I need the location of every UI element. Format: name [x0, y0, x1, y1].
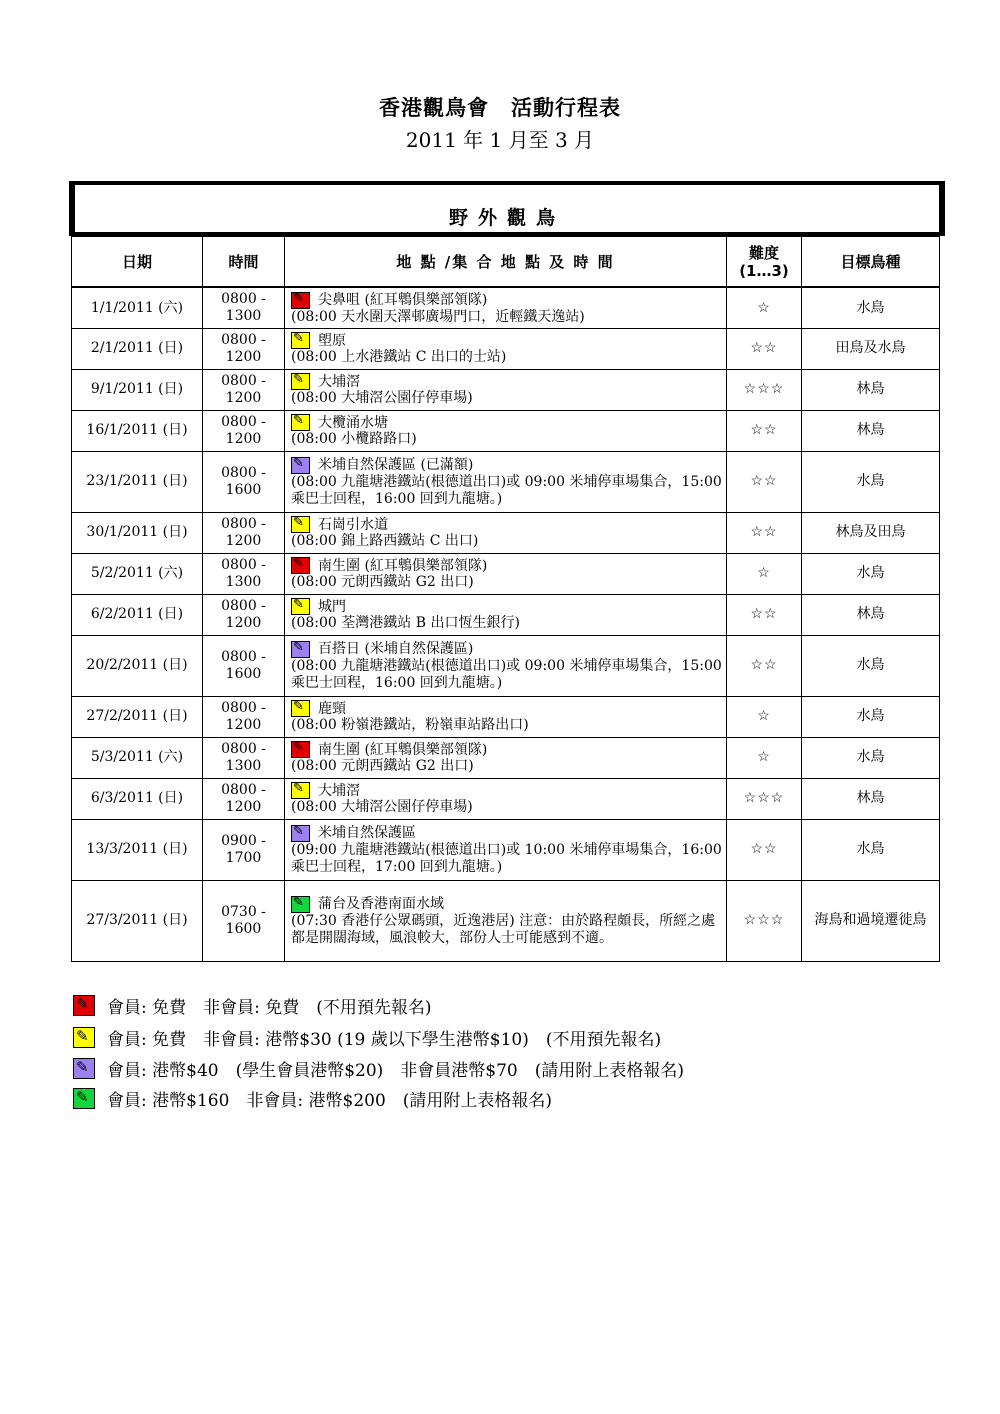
row-difficulty-stars: ☆☆ — [727, 635, 802, 696]
row-time-end: 1200 — [225, 389, 262, 406]
header-target: 目標鳥種 — [802, 236, 940, 287]
row-time-end: 1200 — [225, 614, 262, 631]
row-time — [203, 696, 285, 737]
row-meeting-detail: (08:00 上水港鐵站 C 出口的士站) — [291, 349, 507, 366]
row-date: 16/1/2011 (日) — [72, 410, 203, 451]
table-row — [72, 553, 940, 594]
row-date: 23/1/2011 (日) — [72, 451, 203, 512]
row-target-birds: 林鳥 — [802, 410, 940, 451]
row-difficulty-stars: ☆☆ — [727, 594, 802, 635]
table-row — [72, 451, 940, 512]
legend-text: 會員: 港幣$160 非會員: 港幣$200 (請用附上表格報名) — [107, 1091, 553, 1111]
table-row — [72, 594, 940, 635]
row-meeting-detail: (07:30 香港仔公眾碼頭，近逸港居) 注意：由於路程頗長，所經之處都是開闊海域，風浪較大，部份人士可能感到不適。 — [291, 913, 716, 946]
row-place — [285, 287, 727, 328]
fee-badge-icon — [291, 896, 310, 913]
table-row — [72, 737, 940, 778]
row-time — [203, 512, 285, 553]
row-time — [203, 635, 285, 696]
table-row — [72, 778, 940, 819]
row-time-start: 0800 - — [221, 465, 266, 481]
row-place-label: 大欖涌水塘 — [318, 414, 388, 431]
row-place-name — [291, 373, 722, 390]
row-place-name — [291, 825, 722, 842]
header-difficulty — [727, 236, 802, 287]
row-target-birds: 海鳥和過境遷徙鳥 — [802, 880, 940, 961]
header-date: 日期 — [72, 236, 203, 287]
row-target-birds: 水鳥 — [802, 696, 940, 737]
row-difficulty-stars: ☆☆ — [727, 512, 802, 553]
row-date: 6/2/2011 (日) — [72, 594, 203, 635]
row-place — [285, 410, 727, 451]
row-place-label: 鹿頸 — [318, 700, 346, 717]
banner-label: 野外觀鳥 — [448, 207, 565, 229]
row-date: 27/3/2011 (日) — [72, 880, 203, 961]
row-place-name — [291, 292, 722, 309]
row-difficulty-stars: ☆ — [727, 553, 802, 594]
table-row — [72, 328, 940, 369]
row-difficulty-stars: ☆☆ — [727, 451, 802, 512]
row-place-label: 城門 — [318, 598, 346, 615]
table-row — [72, 287, 940, 328]
row-time-start: 0800 - — [221, 649, 266, 665]
row-time-end: 1200 — [225, 430, 262, 447]
row-time-start: 0800 - — [221, 291, 266, 308]
fee-badge-icon — [291, 292, 310, 309]
row-time — [203, 328, 285, 369]
row-place-name — [291, 896, 722, 913]
row-place-name — [291, 598, 722, 615]
row-place-name — [291, 641, 722, 658]
row-time-end: 1300 — [225, 757, 262, 774]
fee-badge-icon — [291, 457, 310, 474]
row-meeting-detail: (08:00 九龍塘港鐵站(根德道出口)或 09:00 米埔停車場集合，15:00 乘巴士回程，16:00 回到九龍塘。) — [291, 474, 722, 507]
row-meeting-detail: (08:00 粉嶺港鐵站，粉嶺車站路出口) — [291, 717, 529, 734]
row-place — [285, 594, 727, 635]
schedule-table — [71, 235, 940, 962]
row-meeting-detail: (08:00 元朗西鐵站 G2 出口) — [291, 758, 474, 775]
legend-badge-icon — [73, 1058, 95, 1079]
row-date: 30/1/2011 (日) — [72, 512, 203, 553]
legend-text: 會員: 港幣$40 (學生會員港幣$20) 非會員港幣$70 (請用附上表格報名) — [107, 1061, 685, 1081]
row-place — [285, 328, 727, 369]
row-time-start: 0800 - — [221, 557, 266, 573]
row-meeting-detail: (08:00 九龍塘港鐵站(根德道出口)或 09:00 米埔停車場集合，15:00 乘巴士回程，16:00 回到九龍塘。) — [291, 658, 722, 691]
table-row — [72, 512, 940, 553]
row-date: 5/2/2011 (六) — [72, 553, 203, 594]
row-date: 27/2/2011 (日) — [72, 696, 203, 737]
row-time-start: 0800 - — [221, 741, 266, 757]
row-meeting-detail: (08:00 荃灣港鐵站 B 出口恆生銀行) — [291, 615, 520, 632]
row-time — [203, 594, 285, 635]
legend-item — [73, 1025, 661, 1050]
row-place — [285, 880, 727, 961]
table-row — [72, 369, 940, 410]
row-time-end: 1600 — [225, 920, 262, 937]
row-time-start: 0800 - — [221, 700, 266, 716]
fee-badge-icon — [291, 414, 310, 431]
row-date: 20/2/2011 (日) — [72, 635, 203, 696]
row-date: 13/3/2011 (日) — [72, 819, 203, 880]
row-time — [203, 553, 285, 594]
row-place-label: 大埔滘 — [318, 782, 360, 799]
row-time-start: 0900 - — [221, 833, 266, 849]
row-difficulty-stars: ☆☆☆ — [727, 778, 802, 819]
row-time-end: 1600 — [225, 481, 262, 498]
row-place-name — [291, 557, 722, 574]
row-difficulty-stars: ☆ — [727, 696, 802, 737]
fee-badge-icon — [291, 700, 310, 717]
fee-badge-icon — [291, 332, 310, 349]
fee-badge-icon — [291, 641, 310, 658]
row-meeting-detail: (08:00 天水圍天澤邨廣場門口，近輕鐵天逸站) — [291, 308, 585, 325]
row-target-birds: 水鳥 — [802, 635, 940, 696]
legend-text: 會員: 免費 非會員: 免費 (不用預先報名) — [107, 998, 432, 1018]
row-time-start: 0800 - — [221, 782, 266, 798]
fee-badge-icon — [291, 598, 310, 615]
header-difficulty-range: (1…3) — [739, 261, 789, 280]
row-target-birds: 水鳥 — [802, 819, 940, 880]
row-time-end: 1600 — [225, 665, 262, 682]
row-place-label: 塱原 — [318, 332, 346, 349]
row-difficulty-stars: ☆☆☆ — [727, 369, 802, 410]
row-place-label: 蒲台及香港南面水域 — [318, 896, 444, 913]
header-difficulty-label: 難度 — [748, 243, 779, 262]
row-difficulty-stars: ☆☆ — [727, 410, 802, 451]
row-difficulty-stars: ☆☆ — [727, 328, 802, 369]
row-time — [203, 778, 285, 819]
table-row — [72, 696, 940, 737]
row-difficulty-stars: ☆☆ — [727, 819, 802, 880]
row-target-birds: 水鳥 — [802, 287, 940, 328]
row-place-label: 南生圍 (紅耳鵯俱樂部領隊) — [318, 557, 488, 574]
row-meeting-detail: (09:00 九龍塘港鐵站(根德道出口)或 10:00 米埔停車場集合，16:00 乘巴士回程，17:00 回到九龍塘。) — [291, 842, 722, 875]
row-place — [285, 778, 727, 819]
row-time — [203, 287, 285, 328]
row-time-start: 0800 - — [221, 414, 266, 430]
row-place-name — [291, 700, 722, 717]
legend-badge-icon — [73, 995, 95, 1016]
row-time — [203, 410, 285, 451]
row-place-name — [291, 516, 722, 533]
row-difficulty-stars: ☆ — [727, 287, 802, 328]
page-title: 香港觀鳥會 活動行程表 — [379, 96, 621, 120]
row-difficulty-stars: ☆☆☆ — [727, 880, 802, 961]
row-time-start: 0800 - — [221, 516, 266, 532]
header-time: 時間 — [203, 236, 285, 287]
row-meeting-detail: (08:00 大埔滘公園仔停車場) — [291, 390, 473, 407]
fee-badge-icon — [291, 557, 310, 574]
row-time-end: 1200 — [225, 348, 262, 365]
fee-badge-icon — [291, 741, 310, 758]
row-place-name — [291, 414, 722, 431]
fee-badge-icon — [291, 825, 310, 842]
row-place — [285, 369, 727, 410]
table-row — [72, 410, 940, 451]
row-time — [203, 737, 285, 778]
row-time-start: 0800 - — [221, 332, 266, 348]
row-target-birds: 田鳥及水鳥 — [802, 328, 940, 369]
row-place — [285, 451, 727, 512]
row-meeting-detail: (08:00 錦上路西鐵站 C 出口) — [291, 533, 479, 550]
row-time-start: 0800 - — [221, 598, 266, 614]
row-place-name — [291, 457, 722, 474]
legend-item — [73, 993, 432, 1018]
row-place — [285, 635, 727, 696]
row-target-birds: 林鳥 — [802, 594, 940, 635]
fee-badge-icon — [291, 373, 310, 390]
fee-badge-icon — [291, 782, 310, 799]
legend-badge-icon — [73, 1027, 95, 1048]
row-target-birds: 水鳥 — [802, 553, 940, 594]
row-place — [285, 737, 727, 778]
row-meeting-detail: (08:00 元朗西鐵站 G2 出口) — [291, 574, 474, 591]
row-place — [285, 512, 727, 553]
legend-badge-icon — [73, 1088, 95, 1109]
table-row — [72, 819, 940, 880]
row-time — [203, 819, 285, 880]
section-banner — [69, 181, 945, 236]
row-place-label: 米埔自然保護區 (已滿額) — [318, 457, 474, 474]
row-target-birds: 林鳥 — [802, 778, 940, 819]
row-date: 6/3/2011 (日) — [72, 778, 203, 819]
table-row — [72, 635, 940, 696]
row-time-end: 1300 — [225, 307, 262, 324]
row-time-start: 0730 - — [221, 904, 266, 920]
row-time-end: 1200 — [225, 716, 262, 733]
row-time-end: 1200 — [225, 798, 262, 815]
legend-item — [73, 1086, 552, 1111]
row-target-birds: 水鳥 — [802, 737, 940, 778]
row-meeting-detail: (08:00 大埔滘公園仔停車場) — [291, 799, 473, 816]
row-place — [285, 553, 727, 594]
row-time-end: 1200 — [225, 532, 262, 549]
row-time-end: 1300 — [225, 573, 262, 590]
row-place-label: 百搭日 (米埔自然保護區) — [318, 641, 474, 658]
row-time-start: 0800 - — [221, 373, 266, 389]
row-time-end: 1700 — [225, 849, 262, 866]
row-date: 9/1/2011 (日) — [72, 369, 203, 410]
row-place-name — [291, 741, 722, 758]
row-place — [285, 696, 727, 737]
header-place: 地 點 /集 合 地 點 及 時 間 — [285, 236, 727, 287]
row-target-birds: 林鳥 — [802, 369, 940, 410]
row-place-label: 米埔自然保護區 — [318, 825, 416, 842]
row-place-label: 石崗引水道 — [318, 516, 388, 533]
row-place-label: 南生圍 (紅耳鵯俱樂部領隊) — [318, 741, 488, 758]
row-target-birds: 水鳥 — [802, 451, 940, 512]
page-subtitle: 2011 年 1 月至 3 月 — [405, 128, 595, 152]
row-place-name — [291, 332, 722, 349]
row-difficulty-stars: ☆ — [727, 737, 802, 778]
row-place — [285, 819, 727, 880]
row-target-birds: 林鳥及田鳥 — [802, 512, 940, 553]
row-time — [203, 369, 285, 410]
legend-item — [73, 1056, 684, 1081]
row-place-name — [291, 782, 722, 799]
legend-text: 會員: 免費 非會員: 港幣$30 (19 歲以下學生港幣$10) (不用預先報名) — [107, 1030, 662, 1050]
row-date: 5/3/2011 (六) — [72, 737, 203, 778]
row-time — [203, 451, 285, 512]
row-meeting-detail: (08:00 小欖路路口) — [291, 431, 417, 448]
row-time — [203, 880, 285, 961]
row-place-label: 尖鼻咀 (紅耳鵯俱樂部領隊) — [318, 291, 488, 308]
row-date: 1/1/2011 (六) — [72, 287, 203, 328]
table-header-row — [72, 236, 940, 287]
table-row — [72, 880, 940, 961]
row-place-label: 大埔滘 — [318, 373, 360, 390]
fee-badge-icon — [291, 516, 310, 533]
row-date: 2/1/2011 (日) — [72, 328, 203, 369]
